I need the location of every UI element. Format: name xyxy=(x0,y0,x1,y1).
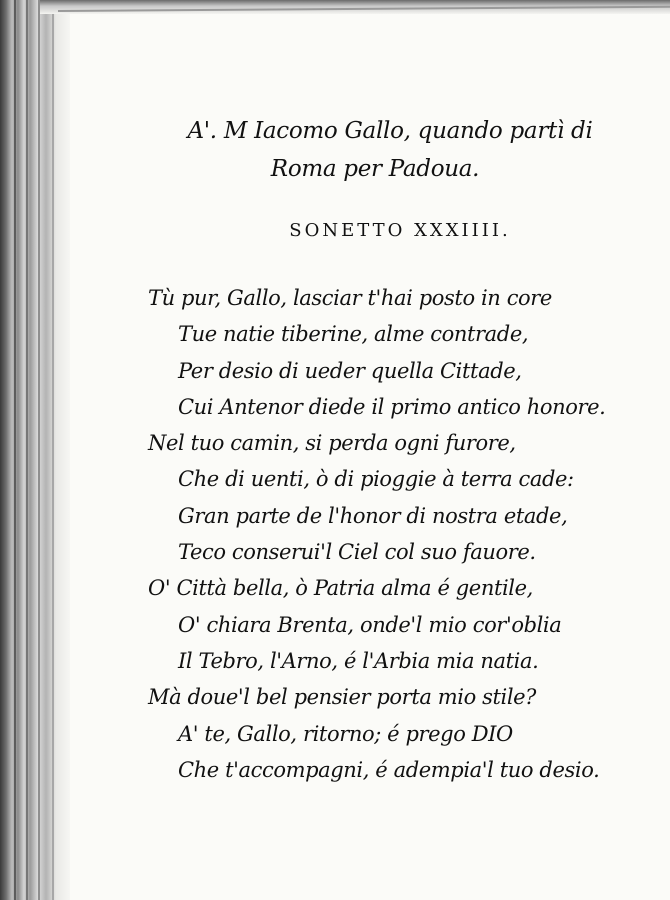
page-leaf-line xyxy=(52,0,54,900)
poem-line: Che di uenti, ò di pioggie à terra cade: xyxy=(178,467,574,492)
poem-line: O' Città bella, ò Patria alma é gentile, xyxy=(148,576,533,601)
poem-line: Tù pur, Gallo, lasciar t'hai posto in core xyxy=(148,286,552,310)
poem-line: Cui Antenor diede il primo antico honore. xyxy=(178,394,606,419)
poem-line: Il Tebro, l'Arno, é l'Arbia mia natia. xyxy=(178,648,539,673)
poem-line: Mà doue'l bel pensier porta mio stile? xyxy=(148,685,537,710)
page-leaf-line xyxy=(14,0,16,900)
poem-line: A' te, Gallo, ritorno; é prego DIO xyxy=(178,721,513,746)
dedication-line: Roma per Padoua. xyxy=(270,156,480,182)
poem-line: Teco conserui'l Ciel col suo fauore. xyxy=(178,540,536,565)
poem-line: Per desio di ueder quella Cittade, xyxy=(178,358,522,383)
poem-line: Che t'accompagni, é adempia'l tuo desio. xyxy=(178,757,600,782)
dedication-heading xyxy=(140,112,610,188)
page-leaf-line xyxy=(26,0,28,900)
sonnet-title: SONETTO XXXIIII. xyxy=(289,220,511,241)
sonnet-text xyxy=(148,280,628,788)
poem-line: Tue natie tiberine, alme contrade, xyxy=(178,322,529,347)
dedication-line: A'. M Iacomo Gallo, quando partì di xyxy=(187,118,593,144)
poem-line: O' chiara Brenta, onde'l mio cor'oblia xyxy=(178,612,562,637)
page-leaf-line xyxy=(38,0,40,900)
poem-line: Gran parte de l'honor di nostra etade, xyxy=(178,503,568,528)
book-fore-edge xyxy=(0,0,70,900)
poem-line: Nel tuo camin, si perda ogni furore, xyxy=(148,431,516,456)
